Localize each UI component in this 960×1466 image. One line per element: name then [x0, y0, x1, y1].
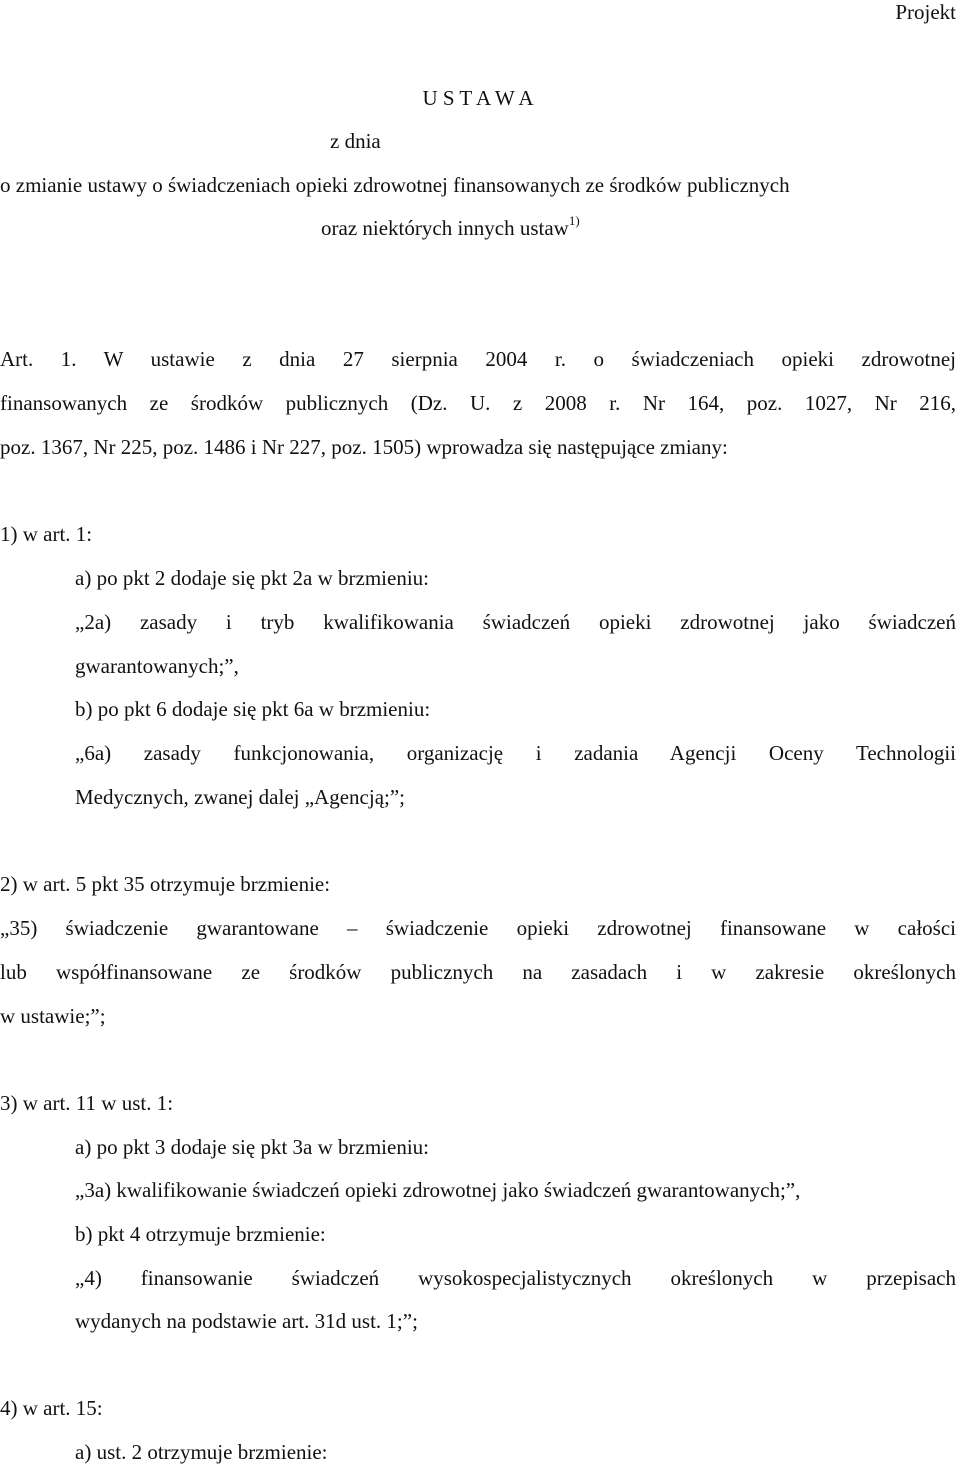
point-3b-quote-line1: „4) finansowanie świadczeń wysokospecjalistycznych określonych w przepisach: [75, 1266, 956, 1290]
point-3a: a) po pkt 3 dodaje się pkt 3a w brzmieniu:: [75, 1135, 429, 1159]
point-4: 4) w art. 15:: [0, 1396, 103, 1420]
point-1a: a) po pkt 2 dodaje się pkt 2a w brzmieniu:: [75, 566, 429, 590]
point-1b-quote-line1: „6a) zasady funkcjonowania, organizację i zadania Agencji Oceny Technologii: [75, 741, 956, 765]
article-line1: Art. 1. W ustawie z dnia 27 sierpnia 2004 r. o świadczeniach opieki zdrowotnej: [0, 347, 956, 371]
point-3b-quote-line2: wydanych na podstawie art. 31d ust. 1;”;: [75, 1309, 418, 1333]
point-2-quote-line3: w ustawie;”;: [0, 1004, 106, 1028]
point-2-quote-line1: „35) świadczenie gwarantowane – świadczenie opieki zdrowotnej finansowane w całości: [0, 916, 956, 940]
article-line3: poz. 1367, Nr 225, poz. 1486 i Nr 227, poz. 1505) wprowadza się następujące zmiany:: [0, 435, 728, 459]
act-heading: [0, 88, 960, 109]
point-1a-quote-line2: gwarantowanych;”,: [75, 654, 239, 678]
point-1a-quote-line1: „2a) zasady i tryb kwalifikowania świadczeń opieki zdrowotnej jako świadczeń: [75, 610, 956, 634]
article-line2: finansowanych ze środków publicznych (Dz. U. z 2008 r. Nr 164, poz. 1027, Nr 216,: [0, 391, 956, 415]
point-1: 1) w art. 1:: [0, 522, 93, 546]
point-1b-quote-line2: Medycznych, zwanej dalej „Agencją;”;: [75, 785, 406, 809]
act-date: z dnia: [330, 129, 381, 153]
act-subject-line2: [321, 213, 580, 240]
footnote-ref: 1): [568, 213, 580, 228]
act-heading-text: U S T A W A: [422, 86, 534, 110]
point-2: 2) w art. 5 pkt 35 otrzymuje brzmienie:: [0, 872, 331, 896]
act-subject-line1: o zmianie ustawy o świadczeniach opieki zdrowotnej finansowanych ze środków publicznych: [0, 173, 790, 197]
point-4a: a) ust. 2 otrzymuje brzmienie:: [75, 1440, 328, 1464]
point-3a-quote-line1: „3a) kwalifikowanie świadczeń opieki zdrowotnej jako świadczeń gwarantowanych;”,: [75, 1178, 801, 1202]
point-3: 3) w art. 11 w ust. 1:: [0, 1091, 174, 1115]
point-1b: b) po pkt 6 dodaje się pkt 6a w brzmieniu:: [75, 697, 431, 721]
act-subject-line2-text: oraz niektórych innych ustaw: [321, 216, 569, 240]
project-label: Projekt: [895, 0, 956, 24]
point-2-quote-line2: lub współfinansowane ze środków publicznych na zasadach i w zakresie określonych: [0, 960, 956, 984]
point-3b: b) pkt 4 otrzymuje brzmienie:: [75, 1222, 326, 1246]
